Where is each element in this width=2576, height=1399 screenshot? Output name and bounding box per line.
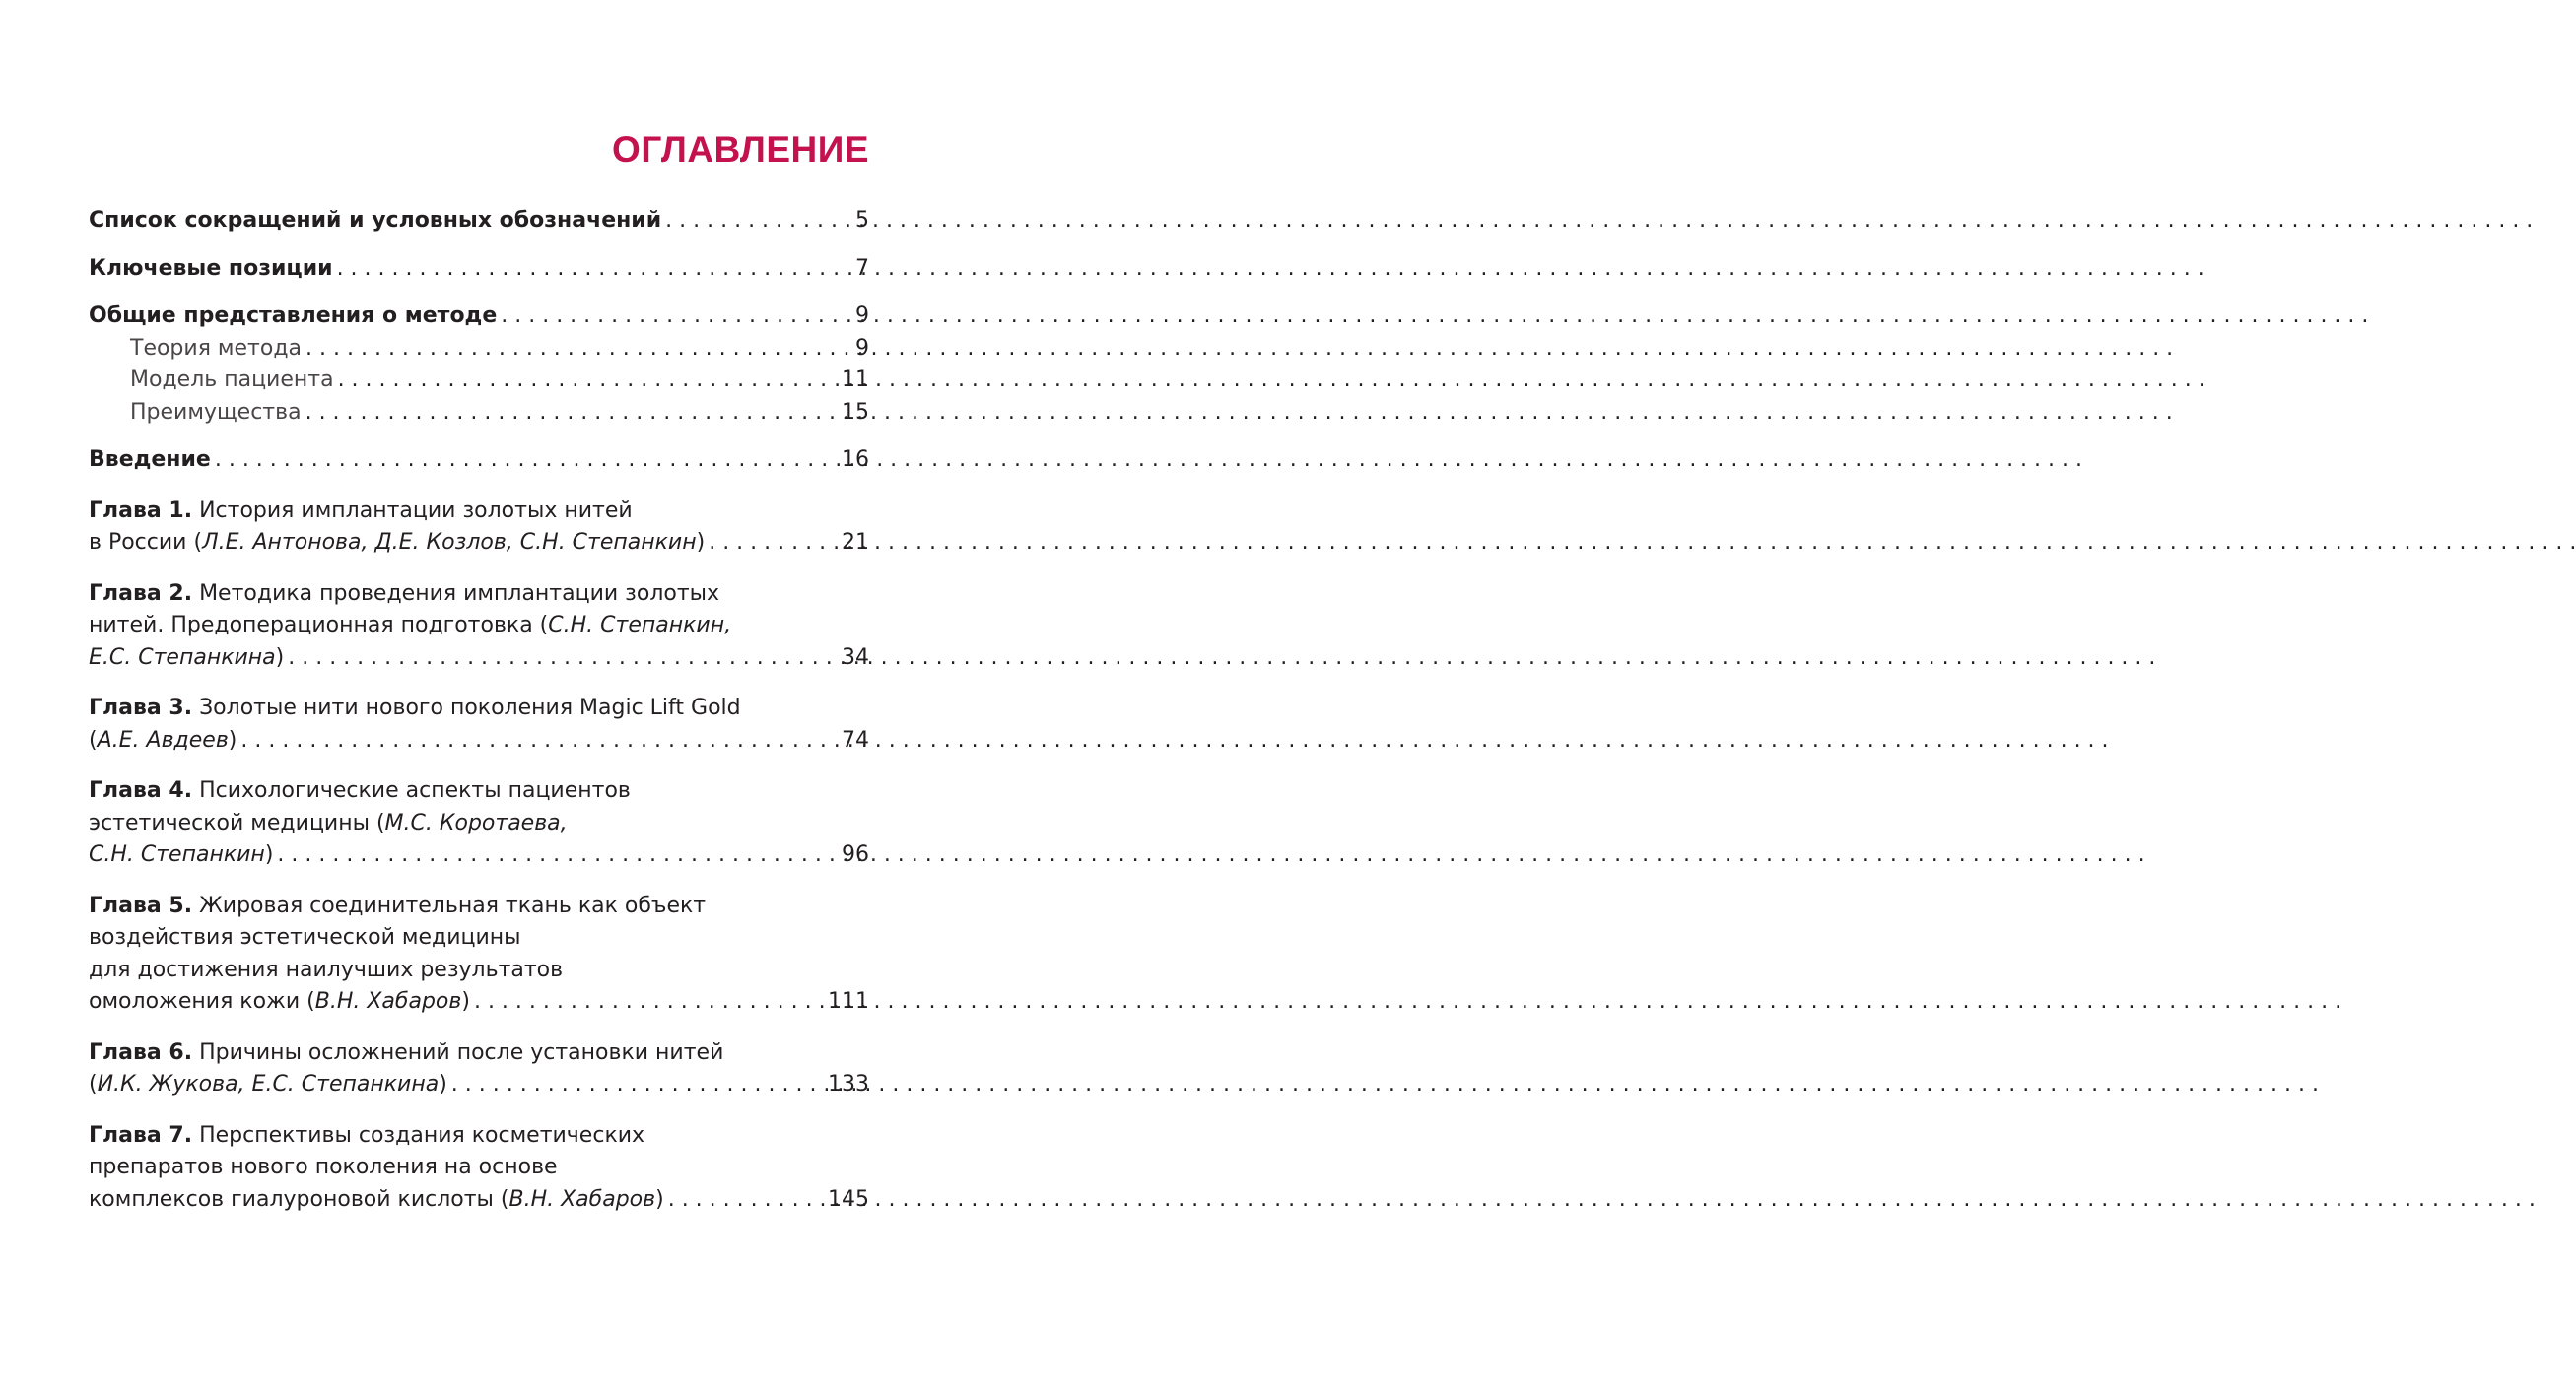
chapter-last-line	[89, 1069, 447, 1101]
chapter-last-line	[89, 527, 705, 560]
chapter-last-line	[89, 725, 237, 758]
chapter-title-tail: в России (	[89, 530, 203, 555]
chapter-title: Золотые нити нового поколения Magic Lift Gold	[199, 696, 741, 720]
dot-leader	[277, 839, 838, 872]
dot-leader	[215, 444, 838, 477]
toc-chapter-6[interactable]	[89, 1037, 869, 1101]
toc-page-number: 74	[842, 727, 869, 753]
closing-paren: )	[439, 1072, 447, 1097]
chapter-label: Глава 6.	[89, 1039, 193, 1065]
toc-page-number: 5	[855, 208, 869, 233]
toc-chapter-3[interactable]	[89, 693, 869, 757]
chapter-label: Глава 1.	[89, 498, 193, 523]
chapter-second-line	[89, 808, 869, 840]
dot-leader	[305, 333, 851, 366]
dot-leader	[709, 527, 838, 560]
chapter-authors-part: С.Н. Степанкин,	[548, 613, 732, 637]
chapter-authors: С.Н. Степанкин	[89, 842, 265, 867]
toc-entry-key-positions[interactable]	[89, 253, 869, 286]
chapter-title-tail: омоложения кожи (	[89, 989, 315, 1014]
chapter-title-tail: (	[89, 727, 98, 753]
toc-page-number: 34	[842, 644, 869, 670]
chapter-last-line	[89, 839, 273, 872]
toc-entry-title: Общие представления о методе	[89, 303, 498, 328]
closing-paren: )	[264, 842, 274, 867]
chapter-first-line	[89, 1120, 869, 1153]
dot-leader	[240, 725, 838, 758]
toc-page-number: 11	[842, 367, 869, 392]
chapter-title: Жировая соединительная ткань как объект	[199, 893, 707, 918]
chapter-title-line: препаратов нового поколения на основе	[89, 1155, 558, 1179]
toc-entry-general[interactable]	[89, 300, 869, 333]
chapter-authors: Е.С. Степанкина	[89, 644, 276, 670]
toc-subentry-title: Модель пациента	[130, 367, 334, 392]
toc-page-number: 96	[842, 842, 869, 867]
chapter-title: История имплантации золотых нитей	[199, 498, 633, 523]
closing-paren: )	[461, 989, 470, 1014]
table-of-contents	[89, 205, 869, 1216]
chapter-first-line	[89, 1037, 869, 1070]
dot-leader	[501, 300, 851, 333]
chapter-label: Глава 3.	[89, 696, 193, 720]
toc-subentry-advantages[interactable]	[89, 397, 869, 430]
chapter-authors-part: М.С. Коротаева,	[384, 810, 568, 835]
chapter-title-cont: эстетической медицины (	[89, 810, 385, 835]
chapter-first-line	[89, 891, 869, 923]
chapter-title-cont: нитей. Предоперационная подготовка (	[89, 613, 549, 637]
toc-page-number: 111	[828, 989, 869, 1014]
chapter-label: Глава 4.	[89, 778, 193, 803]
closing-paren: )	[696, 530, 706, 555]
toc-page-number: 133	[828, 1072, 869, 1097]
toc-page-number: 15	[842, 399, 869, 425]
toc-entry-title: Ключевые позиции	[89, 255, 333, 281]
chapter-first-line	[89, 578, 869, 611]
chapter-title: Перспективы создания косметических	[199, 1122, 645, 1148]
toc-entry-title: Введение	[89, 447, 211, 472]
toc-page-number: 9	[855, 303, 869, 328]
toc-subentry-theory[interactable]	[89, 333, 869, 366]
toc-page-number: 16	[842, 447, 869, 472]
toc-entry-intro[interactable]	[89, 444, 869, 477]
closing-paren: )	[275, 644, 285, 670]
chapter-authors: А.Е. Авдеев	[97, 727, 229, 753]
chapter-label: Глава 5.	[89, 893, 193, 918]
toc-chapter-5[interactable]	[89, 891, 869, 1019]
chapter-title: Психологические аспекты пациентов	[199, 778, 631, 803]
dot-leader	[337, 253, 851, 286]
toc-chapter-1[interactable]	[89, 496, 869, 560]
page-title: ОГЛАВЛЕНИЕ	[612, 129, 869, 169]
dot-leader	[668, 1184, 824, 1217]
dot-leader	[288, 642, 838, 675]
toc-subentry-patient-model[interactable]	[89, 365, 869, 397]
toc-subentry-title: Преимущества	[130, 399, 302, 425]
toc-page-number: 7	[855, 255, 869, 281]
chapter-title-tail: комплексов гиалуроновой кислоты (	[89, 1186, 509, 1212]
closing-paren: )	[655, 1186, 664, 1212]
chapter-label: Глава 7.	[89, 1122, 193, 1148]
chapter-last-line	[89, 1184, 664, 1217]
chapter-first-line	[89, 693, 869, 725]
toc-chapter-4[interactable]	[89, 775, 869, 872]
dot-leader	[665, 205, 851, 237]
toc-page-number: 21	[842, 530, 869, 555]
chapter-title: Причины осложнений после установки нитей	[199, 1039, 724, 1065]
chapter-authors: И.К. Жукова, Е.С. Степанкина	[97, 1072, 440, 1097]
chapter-first-line	[89, 775, 869, 808]
toc-subentry-title: Теория метода	[130, 335, 303, 361]
chapter-last-line	[89, 642, 284, 675]
toc-page-number: 145	[828, 1186, 869, 1212]
toc-entry-abbreviations[interactable]	[89, 205, 869, 237]
chapter-authors: В.Н. Хабаров	[314, 989, 462, 1014]
toc-page	[89, 126, 869, 1234]
toc-chapter-7[interactable]	[89, 1120, 869, 1217]
chapter-title-tail: (	[89, 1072, 98, 1097]
dot-leader	[305, 397, 838, 430]
chapter-title-line: воздействия эстетической медицины	[89, 925, 521, 950]
dot-leader	[338, 365, 838, 397]
chapter-title-line: для достижения наилучших результатов	[89, 957, 564, 982]
chapter-title: Методика проведения имплантации золотых	[199, 580, 720, 606]
chapter-second-line	[89, 610, 869, 642]
dot-leader	[474, 986, 824, 1019]
chapter-last-line	[89, 986, 470, 1019]
chapter-authors: Л.Е. Антонова, Д.Е. Козлов, С.Н. Степанкин	[202, 530, 697, 555]
dot-leader	[451, 1069, 824, 1101]
closing-paren: )	[228, 727, 237, 753]
chapter-first-line	[89, 496, 869, 528]
toc-chapter-2[interactable]	[89, 578, 869, 675]
toc-page-number: 9	[855, 335, 869, 361]
chapter-label: Глава 2.	[89, 580, 193, 606]
chapter-authors: В.Н. Хабаров	[508, 1186, 656, 1212]
toc-entry-title: Список сокращений и условных обозначений	[89, 208, 662, 233]
